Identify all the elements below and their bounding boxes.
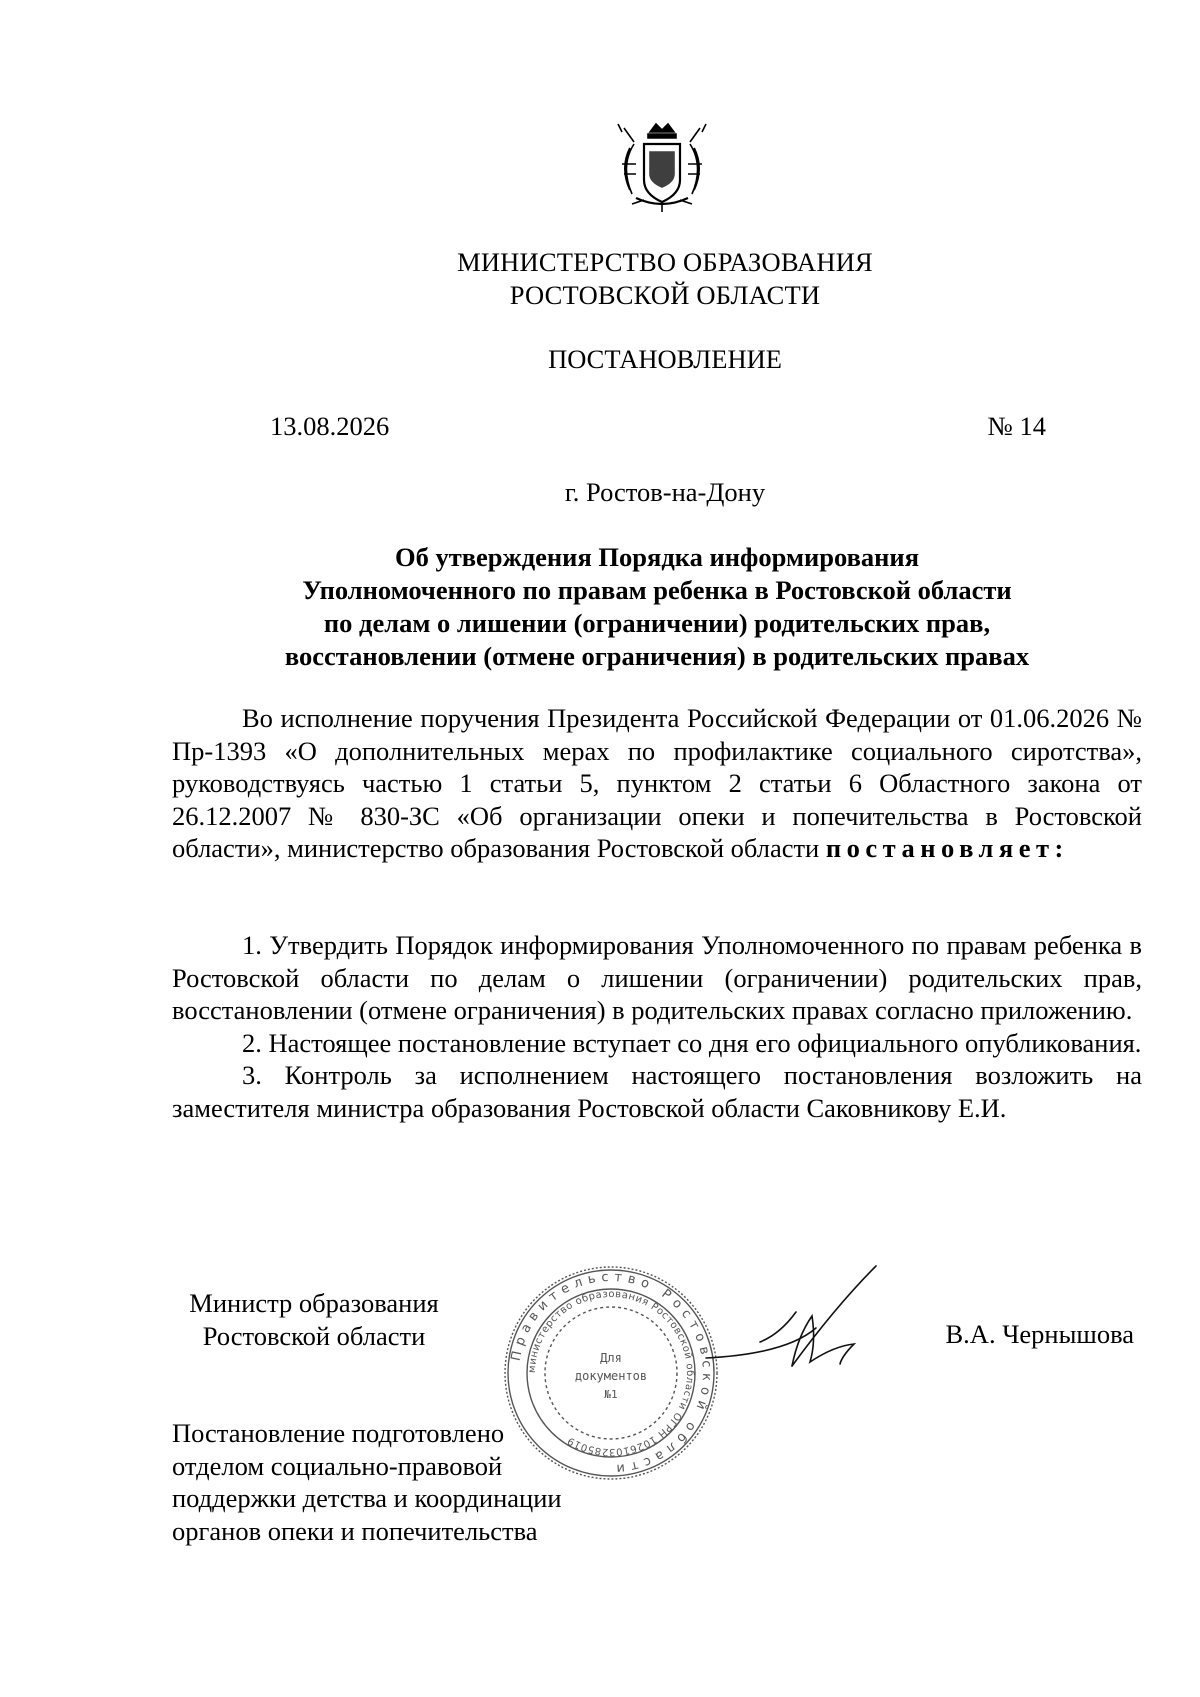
decree-item-1: 1. Утвердить Порядок информирования Уполномоченного по правам ребенка в Ростовской области по делам о лишении (ограничении) родительских прав, восстановлении (отмене ограничения) в родительских правах согласно приложению. <box>172 930 1142 1025</box>
title-line: Об утверждения Порядка информирования <box>394 542 920 572</box>
signatory-position-line2: Ростовской области <box>202 1320 426 1351</box>
decree-item-3: 3. Контроль за исполнением настоящего постановления возложить на заместителя министра образования Ростовской области Саковникову Е.И. <box>172 1060 1142 1123</box>
signatory-position-line1: Министр образования <box>189 1288 439 1318</box>
preamble-text: Во исполнение поручения Президента Российской Федерации от 01.06.2026 № Пр-1393 «О дополнительных мерах по профилактике социального сиротства», руководствуясь частью 1 статьи 5, пунктом 2 статьи 6 Областного закона от 26.12.2007 № 830-ЗС «Об организации опеки и попечительства в Ростовской области», министерство образования Ростовской области <box>172 703 1142 863</box>
seal-center-line3: №1 <box>604 1388 618 1401</box>
prepared-by-line: отделом социально-правовой <box>172 1450 503 1481</box>
document-type: ПОСТАНОВЛЕНИЕ <box>548 344 782 374</box>
seal-inner-text: министерство образования Ростовской области ОГРН 1026103285019 <box>526 1288 696 1458</box>
seal-center-line1: Для <box>600 1351 622 1365</box>
signatory-name: В.А. Чернышова <box>945 1319 1134 1349</box>
title-line: Уполномоченного по правам ребенка в Ростовской области <box>302 575 1012 605</box>
ministry-name <box>380 246 950 312</box>
document-date: 13.08.2026 <box>270 411 390 441</box>
seal-center-line2: документов <box>574 1369 648 1383</box>
decree-items <box>172 929 1142 1124</box>
title-line: по делам о лишении (ограничении) родительских прав, <box>323 608 991 638</box>
signatory-position <box>172 1287 456 1352</box>
prepared-by-note <box>172 1417 612 1547</box>
seal-outer-text: Правительство Ростовской области <box>508 1269 715 1477</box>
preamble <box>172 702 1142 865</box>
title-line: восстановлении (отмене ограничения) в родительских правах <box>284 641 1030 671</box>
decree-word: постановляет: <box>825 833 1069 863</box>
document-city: г. Ростов-на-Дону <box>564 477 766 507</box>
document-number: № 14 <box>987 411 1046 441</box>
document-title <box>172 541 1142 673</box>
handwritten-signature <box>700 1262 890 1392</box>
decree-item-2: 2. Настоящее постановление вступает со дня его официального опубликования. <box>242 1027 1142 1058</box>
coat-of-arms-icon <box>610 118 714 214</box>
prepared-by-line: поддержки детства и координации <box>172 1483 562 1513</box>
prepared-by-line: органов опеки и попечительства <box>172 1515 538 1546</box>
ministry-name-line1: МИНИСТЕРСТВО ОБРАЗОВАНИЯ <box>457 247 873 277</box>
ministry-name-line2: РОСТОВСКОЙ ОБЛАСТИ <box>509 280 821 310</box>
prepared-by-line: Постановление подготовлено <box>172 1418 505 1448</box>
